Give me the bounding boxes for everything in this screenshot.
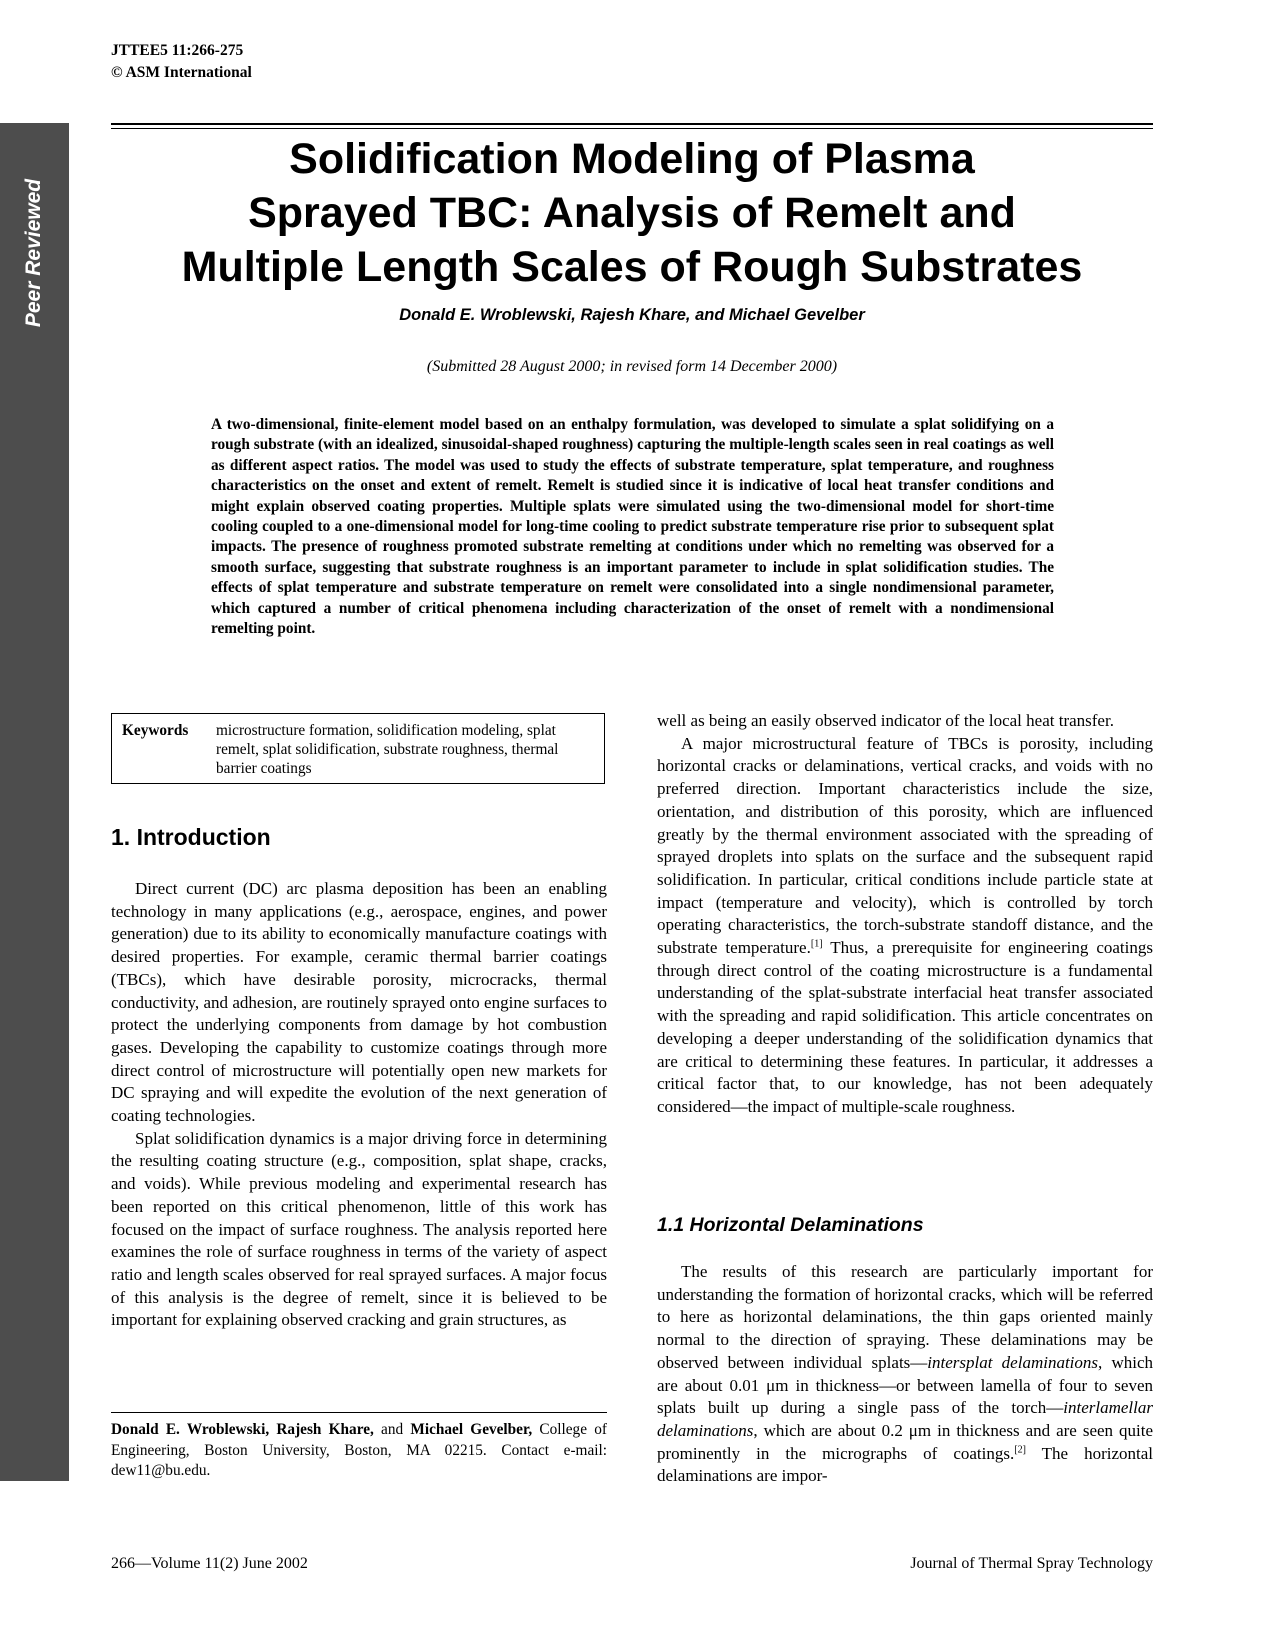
abstract: A two-dimensional, finite-element model based on an enthalpy formulation, was developed to simulate a splat solidifying on a rough substrate (with an idealized, sinusoidal-shaped roughness) capturing the multiple-length scales seen in real coatings as well as different aspect ratios. The model was used to study the effects of substrate temperature, splat temperature, and roughness characteristics on the onset and extent of remelt. Remelt is studied since it is indicative of local heat transfer conditions and might explain observed coating properties. Multiple splats were simulated using the two-dimensional model for short-time cooling coupled to a one-dimensional model for long-time cooling to predict substrate temperature rise prior to subsequent splat impacts. The presence of roughness promoted substrate remelting at conditions under which no remelting was observed for a smooth surface, suggesting that substrate roughness is an important parameter to include in splat solidification studies. The effects of splat temperature and substrate temperature on remelt were consolidated into a single nondimensional parameter, which captured a number of critical phenomena including characterization of the onset of remelt with a nondimensional remelting point. (211, 416, 1054, 638)
keywords-box (111, 713, 605, 784)
subsection-heading-horizontal-delaminations: 1.1 Horizontal Delaminations (657, 1214, 924, 1236)
footer-journal-name: Journal of Thermal Spray Technology (910, 1555, 1153, 1572)
journal-code: JTTEE5 11:266-275 (111, 42, 244, 59)
citation-ref: [1] (810, 938, 823, 950)
submission-dates: (Submitted 28 August 2000; in revised form 14 December 2000) (426, 358, 838, 375)
paragraph (657, 733, 1153, 1119)
text-run: The results of this research are particularly important for understanding the formation of horizontal cracks, which will be referred to here as horizontal delaminations, the thin gaps oriented mainly normal to the direction of spraying. These delaminations may be observed between individual splats— (657, 1262, 1153, 1372)
footer-page-info: 266—Volume 11(2) June 2002 (111, 1555, 308, 1572)
author-footnote (111, 1420, 607, 1482)
authors: Donald E. Wroblewski, Rajesh Khare, and Michael Gevelber (399, 306, 865, 324)
right-column-body (657, 710, 1153, 1119)
text-run: The horizontal delaminations are impor- (657, 1443, 1153, 1486)
footnote-and: and (373, 1421, 411, 1438)
paragraph: well as being an easily observed indicator of the local heat transfer. (657, 711, 1114, 730)
footnote-names: Donald E. Wroblewski, Rajesh Khare, (111, 1421, 374, 1438)
journal-header (111, 40, 252, 84)
intro-body (111, 878, 607, 1332)
section-heading-introduction: 1. Introduction (111, 824, 271, 850)
title-rule (111, 123, 1153, 125)
title-line: Solidification Modeling of Plasma (289, 135, 975, 183)
title-rule-thin (111, 128, 1153, 129)
sidebar-label: Peer Reviewed (22, 178, 45, 328)
paragraph: Splat solidification dynamics is a major driving force in determining the resulting coating structure (e.g., composition, splat shape, cracks, and voids). While previous modeling and experimental research has been reported on this critical phenomenon, little of this work has focused on the impact of surface roughness. The analysis reported here examines the role of surface roughness in terms of the variety of aspect ratio and length scales observed for real sprayed surfaces. A major focus of this analysis is the degree of remelt, since it is believed to be important for explaining observed cracking and grain structures, as (111, 1128, 607, 1330)
page-title (111, 132, 1153, 294)
text-run: , which are about 0.2 μm in thickness and are seen quite prominently in the micrographs of coatings. (657, 1420, 1153, 1463)
text-run: A major microstructural feature of TBCs is porosity, including horizontal cracks or delaminations, vertical cracks, and voids with no preferred direction. Important characteristics include the size, orientation, and distribution of this porosity, which are influenced greatly by the thermal environment associated with the spreading of sprayed droplets into splats on the surface and the subsequent rapid solidification. In particular, critical conditions include particle state at impact (temperature and velocity), which is controlled by torch operating characteristics, the torch-substrate standoff distance, and the substrate temperature. (657, 733, 1153, 958)
title-line: Multiple Length Scales of Rough Substrates (181, 243, 1083, 291)
footnote-text: College of Engineering, Boston University, Boston, MA 02215. Contact e-mail: dew11@bu.edu. (111, 1421, 607, 1479)
emphasis: intersplat delaminations (927, 1352, 1099, 1372)
text-run: Thus, a prerequisite for engineering coatings through direct control of the coating microstructure is a fundamental understanding of the splat-substrate interfacial heat transfer associated with the spreading and rapid solidification. This article concentrates on developing a deeper understanding of the solidification dynamics that are critical to determining these features. In particular, it addresses a critical factor that, to our knowledge, has not been adequately considered—the impact of multiple-scale roughness. (657, 938, 1153, 1116)
keywords-label: Keywords (122, 722, 189, 739)
copyright: © ASM International (111, 64, 252, 81)
footnote-name3: Michael Gevelber, (410, 1421, 533, 1438)
paragraph: Direct current (DC) arc plasma deposition has been an enabling technology in many applications (e.g., aerospace, engines, and power generation) due to its ability to economically manufacture coatings with desired properties. For example, ceramic thermal barrier coatings (TBCs), which have desirable porosity, microcracks, thermal conductivity, and adhesion, are routinely sprayed onto engine surfaces to protect the underlying components from damage by hot combustion gases. Developing the capability to customize coatings through more direct control of microstructure will potentially open new markets for DC spraying and will expedite the evolution of the next generation of coating technologies. (111, 879, 607, 1126)
text-run: , which are about 0.01 μm in thickness—or between lamella of four to seven splats built up during a single pass of the torch— (657, 1352, 1154, 1418)
footnote-rule (111, 1412, 607, 1413)
subsection-body (657, 1261, 1153, 1488)
title-line: Sprayed TBC: Analysis of Remelt and (248, 189, 1016, 237)
citation-ref: [2] (1014, 1443, 1026, 1455)
emphasis: interlamellar delaminations (657, 1398, 1153, 1440)
keywords-text: microstructure formation, solidification modeling, splat remelt, splat solidification, substrate roughness, thermal barrier coatings (216, 722, 559, 777)
peer-reviewed-sidebar (0, 123, 69, 1481)
paragraph (657, 1261, 1153, 1488)
